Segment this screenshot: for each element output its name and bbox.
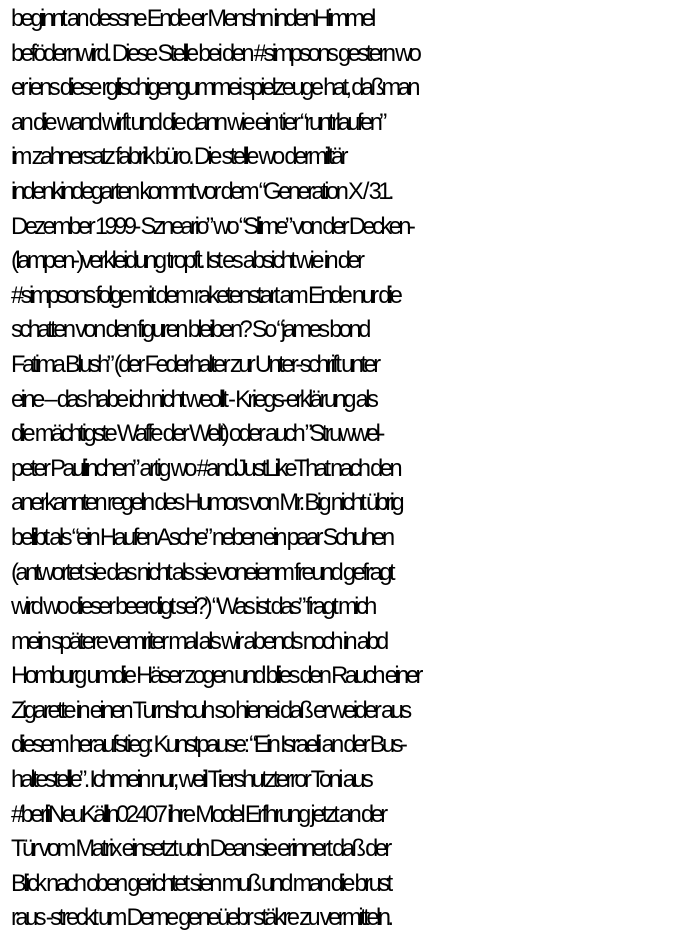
text-line: Tür vom Matrix einsetzt udn Dean sie erinnert daß der (11, 836, 389, 863)
text-line: (antwortet sie das nicht als sie voneienm freund gefragt (11, 559, 393, 586)
text-line: peter Paulinchen” artig wo #andJustLikeThat nach den (11, 455, 400, 482)
text-line: er iens diese rglischigengummei spielzeuge hat, daßman (11, 75, 418, 102)
text-line: befödernwird. Diese Stelle bei den #simpsons gestern wo (11, 40, 419, 67)
body-text (11, 2, 681, 936)
text-line: eine – das habe ich nicht weollt - Kriegs-erklärung als (11, 386, 376, 413)
text-line: #simpsons folge mit dem raketenstart am Ende nur die (11, 282, 400, 309)
text-line: diesem heraufstieg: Kunstpause: “Ein Israeli an der Bus- (11, 732, 405, 759)
text-line: raus -streckt um Deme geneüebr stäkre zu vermitteln. (11, 905, 391, 932)
text-line: Fatima Blush” (der Federhalter zur Unter-schrift unter (11, 351, 378, 378)
text-line: an die wand wirft und die dann wie ein tier “runtrlaufen” (11, 109, 384, 136)
text-line: (lampen-)verkleidung tropft. Ist es absicht wie in der (11, 248, 362, 275)
text-line: mein spätere vemriter mal als wir abends noch in abd (11, 628, 386, 655)
text-line: schatten von den figuren bleiben? So “james bond (11, 317, 368, 344)
text-line: beginnt an dessne Ende er Menshn indenHimmel (11, 6, 373, 32)
text-line: wird wo dieser beerdigt sei?) “Was ist das” fragt mich (11, 594, 374, 621)
text-line: Blick nach oben gerichtet sien muß und man die brust (11, 870, 390, 897)
text-line: im zahnersatz fabrik büro. Die stelle wo dermiltär (11, 144, 346, 171)
text-line: indenkindegarten kommt vor dem “Generation X / 31. (11, 178, 392, 205)
text-line: belibt als “ein Haufen Asche” neben ein paar Schuhen (11, 524, 392, 551)
text-line: die mächtigste Waffe der Welt) oder auch ”Struwwel- (11, 421, 382, 448)
text-line: Dezember 1999- Szneario” wo “Slime” von der Decken- (11, 213, 413, 240)
text-line: #berliNeuKälln02407 ihre Model Erfhrung jetzt an der (11, 801, 385, 828)
text-line: Zigarette in einen Turnshcuh so hienei daß er weider aus (11, 697, 409, 724)
text-line: Homburg umdie Häser zogen und blies den Rauch einer (11, 663, 420, 690)
text-line: haltestelle”. Ichmein nur, weil Tiershutzterror Toni aus (11, 767, 371, 794)
text-line: anerkannten regeln des Humors von Mr. Big nicht übrig (11, 490, 402, 517)
